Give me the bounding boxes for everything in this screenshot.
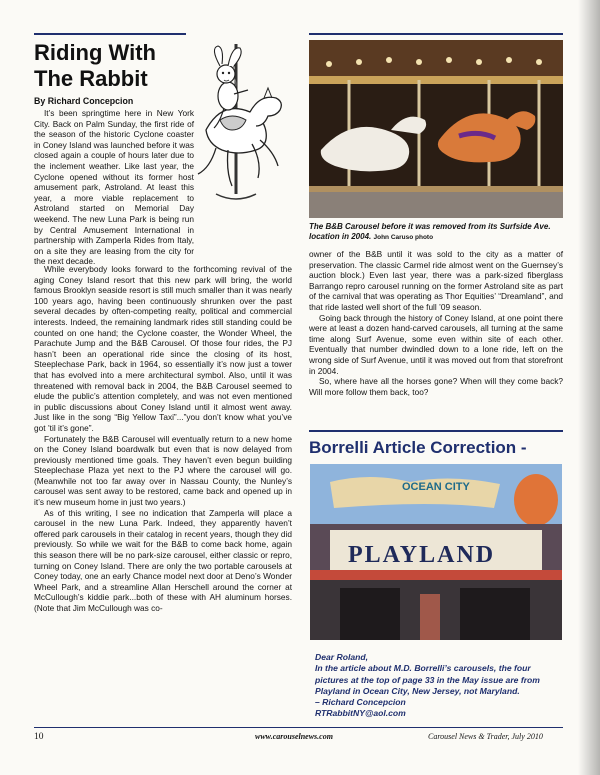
correction-title: Borrelli Article Correction - <box>309 438 527 457</box>
body-paragraph: So, where have all the horses gone? When will they come back? Will more follow them back, too? <box>309 376 563 397</box>
article-lead-paragraph <box>34 108 194 267</box>
body-paragraph: Fortunately the B&B Carousel will eventually return to a new home on the Coney Island boardwalk but even that is now delayed from previously mentioned time goals. They haven’t even begun building Steeplechase Plaza yet next to the PJ where the carousel will go. (Meanwhile not too far away over in Nassau County, the Nunley’s carousel was sent away to be restored, came back and opened up in it’s new museum home in just two years.) <box>34 433 292 508</box>
caption-credit: John Caruso photo <box>373 234 434 241</box>
top-rule-right <box>309 33 563 35</box>
body-paragraph: Going back through the history of Coney Island, at one point there were at least a dozen hand-carved carousels, all turning at the same time along Surf Avenue, some even within site of each other. Eventually that number dwindled down to a lone ride, left on the wrong side of Surf Avenue, until it was moved out from that storefront in 2004. <box>309 312 563 376</box>
footer-rule <box>34 727 563 728</box>
correction-rule <box>309 430 563 432</box>
top-rule-left <box>34 33 186 35</box>
correction-letter <box>315 652 565 720</box>
letter-email: RTRabbitNY@aol.com <box>315 708 406 719</box>
carousel-photo <box>309 40 563 218</box>
article-byline: By Richard Concepcion <box>34 96 134 106</box>
page-binding-shadow <box>578 0 600 775</box>
photo-sign-main: PLAYLAND <box>348 542 496 568</box>
body-paragraph: As of this writing, I see no indication that Zamperla will place a carousel in the new Luna Park. Indeed, they apparently haven’t offered park carousels in their catalog in recent years, though they did previously. So while we wait for the B&B to come back home, again this season there will be no park-size carousel, either classic or repro, turning on Coney Island. There are only the two portable carousels at Coney today, one an early Chance model next door at Deno’s Wonder Wheel Park, and a streamline Allan Herschell around the corner at McCullough’s kiddie park...both of these with AH aluminum horses. (Note that Jim McCullough was co- <box>34 507 292 613</box>
lead-text: It’s been springtime here in New York City. Back on Palm Sunday, the first ride of the season of the historic Cyclone coaster in Coney Island was launched before it was closed again a couple of hours later due to the inclement weather. Like last year, the Cyclone opened without its former host amusement park, Astroland. At least this year, a more viable replacement to Astroland started on Memorial Day weekend. The new Luna Park is being run by Central Amusement International in partnership with Zamperla Rides from Italy, on a site they are leasing from the city for the next decade. <box>34 108 194 267</box>
right-column-body <box>309 249 563 397</box>
letter-signature: – Richard Concepcion <box>315 697 406 708</box>
body-paragraph: While everybody looks forward to the forthcoming revival of the aging Coney Island resort that this new park will bring, the world famous Brooklyn seaside resort is still much smaller than it was nearly 100 years ago, having been continuously shrunken over the past several decades by often-competing realty, political and commercial interests. Indeed, the remaining landmark rides still standing could be counted on one hand; the Cyclone coaster, the Wonder Wheel, the Parachute Jump and the B&B Carousel. Of those four rides, the PJ hasn’t been an operational ride since the closing of its host, Steeplechase Park, back in 1964, so essentially it’s now just a tower that has evolved into a mere architectural symbol. Also, until it was threatened with removal back in 2004, the B&B Carousel seemed to elude the public’s attention completely, and was not even mentioned in public discussions about Coney Island until it almost went away. Just like in the song “Big Yellow Taxi”...”you don’t know what you’ve got ’til it’s gone”. <box>34 264 292 433</box>
left-column-body <box>34 264 292 614</box>
photo-caption <box>309 222 563 243</box>
footer-website: www.carouselnews.com <box>255 732 333 741</box>
letter-body: In the article about M.D. Borrelli’s carousels, the four pictures at the top of page 33 in the May issue are from Playland in Ocean City, New Jersey, not Maryland. <box>315 663 540 696</box>
page-number: 10 <box>34 732 44 742</box>
body-paragraph: owner of the B&B until it was sold to the city as a matter of preservation. The classic Carmel ride almost went on the Guernsey’s auction block.) Even last year, there was a park-sized fiberglass Barrango repro carousel running on the former Astroland site as part of the carnival that was operating as Thor Equities’ “Dreamland”, and that ride lasted well short of the full ’09 season. <box>309 249 563 312</box>
article-title: Riding With The Rabbit <box>34 40 156 91</box>
playland-photo <box>310 464 562 640</box>
photo-sign-top: OCEAN CITY <box>402 481 470 493</box>
letter-salutation: Dear Roland, <box>315 652 369 662</box>
footer-magazine: Carousel News & Trader, July 2010 <box>428 732 543 741</box>
caption-text: The B&B Carousel before it was removed from its Surfside Ave. location in 2004. <box>309 222 551 241</box>
